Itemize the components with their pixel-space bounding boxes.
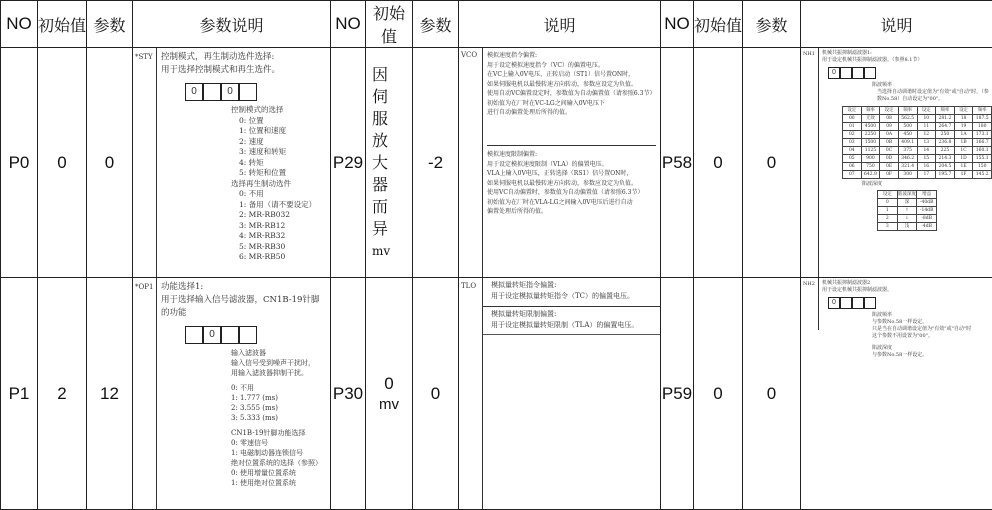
text bbox=[864, 67, 876, 79]
param-code: *OP1 bbox=[133, 278, 157, 509]
mini-table-row bbox=[843, 155, 992, 163]
text: 2: 速度 bbox=[239, 137, 326, 148]
text: 4: MR-RB32 bbox=[239, 231, 326, 242]
mini-table-cell: 设定 bbox=[880, 107, 899, 115]
mini-table-cell: 1E bbox=[954, 163, 973, 171]
mini-table-cell: 03 bbox=[843, 139, 862, 147]
text: 使用自动VC偏置设定时，参数值为自动偏置值（请参照6.3节） bbox=[487, 89, 656, 99]
col-initial: 初始值 bbox=[38, 1, 87, 48]
mini-table-cell: 150 bbox=[973, 163, 992, 171]
mini-table-cell: 16 bbox=[917, 163, 936, 171]
mini-table-cell: 2 bbox=[878, 215, 898, 223]
text: 用于设定模拟量转矩限制（TLA）的偏置电压。 bbox=[491, 320, 660, 331]
desc-line: 用于选择控制模式和再生选件。 bbox=[161, 64, 326, 77]
digit-boxes bbox=[828, 67, 989, 79]
text: mv bbox=[372, 244, 390, 258]
mini-table-cell: ↓ bbox=[897, 215, 917, 223]
initial-value: 0 bbox=[38, 48, 87, 278]
mini-table-cell: 1 bbox=[878, 207, 898, 215]
param-no: P59 bbox=[661, 278, 694, 510]
mini-table-row bbox=[878, 191, 937, 199]
digit-boxes bbox=[185, 83, 326, 101]
col-no: NO bbox=[331, 1, 366, 48]
text: 2: 3.555 (ms) bbox=[231, 403, 326, 413]
mini-table-row bbox=[843, 123, 992, 131]
param-code: VCO bbox=[459, 48, 483, 277]
mini-table-cell: 07 bbox=[843, 171, 862, 179]
mini-table-cell: 1B bbox=[954, 139, 973, 147]
text: 0: 使用增量位置系统 bbox=[231, 468, 326, 478]
mini-table-cell: 300 bbox=[898, 171, 917, 179]
mini-table-row bbox=[878, 223, 937, 231]
col-description: 参数说明 bbox=[133, 1, 331, 48]
mini-table-cell: 346.2 bbox=[898, 155, 917, 163]
mini-table-cell: 06 bbox=[843, 163, 862, 171]
param-no: P58 bbox=[661, 48, 694, 278]
mini-table-cell: 01 bbox=[843, 123, 862, 131]
mini-table-cell: 02 bbox=[843, 131, 862, 139]
text: 用于选择输入信号滤波器，CN1B-19针脚的功能 bbox=[161, 294, 326, 320]
mini-table-cell: 17 bbox=[917, 171, 936, 179]
text: 用于设定机械共振抑制滤波器。（参照8.1节） bbox=[822, 57, 989, 64]
mini-table-cell: 1F bbox=[954, 171, 973, 179]
text: 0 bbox=[384, 374, 393, 393]
param-code: *STY bbox=[133, 48, 157, 277]
param-no: P1 bbox=[1, 278, 38, 510]
text: 绝对位置系统的选择（参照） bbox=[231, 458, 326, 468]
text bbox=[840, 297, 852, 309]
text bbox=[864, 297, 876, 309]
mini-table-row bbox=[878, 215, 937, 223]
mini-table-cell: -8dB bbox=[917, 215, 937, 223]
initial-value: 0 bbox=[694, 278, 743, 510]
text: 与参数No.58一样设定。 bbox=[872, 319, 989, 326]
mini-table-cell: 设定 bbox=[878, 191, 898, 199]
text: mv bbox=[379, 396, 399, 413]
mini-table-cell: 173.1 bbox=[973, 131, 992, 139]
text: 初始值为在厂时在VLA-LG之间输入0V电压后进行自动 bbox=[487, 198, 656, 208]
param-no: P29 bbox=[331, 48, 366, 278]
mini-table-row bbox=[843, 163, 992, 171]
text: 0: 位置 bbox=[239, 116, 326, 127]
mini-table-cell: -40dB bbox=[917, 199, 937, 207]
text: 4: 转矩 bbox=[239, 158, 326, 169]
text: 用于设定机械共振抑制滤波器。 bbox=[822, 287, 989, 294]
text: 6: MR-RB50 bbox=[239, 252, 326, 263]
mini-table-cell: 0B bbox=[880, 139, 899, 147]
col-description: 说明 bbox=[459, 1, 661, 48]
mini-table-cell: 1500 bbox=[861, 139, 880, 147]
text: 1: 位置和速度 bbox=[239, 126, 326, 137]
text: VLA上输入0V电压，正转选择（RS1）信号置ON时， bbox=[487, 169, 656, 179]
mini-table-cell: 频率 bbox=[973, 107, 992, 115]
mini-table-cell: 321.4 bbox=[898, 163, 917, 171]
mini-table-cell: 0D bbox=[880, 155, 899, 163]
param-no: P30 bbox=[331, 278, 366, 510]
mini-table-cell: 设定 bbox=[954, 107, 973, 115]
mini-table-cell: 无效 bbox=[861, 115, 880, 123]
mini-table-cell: 频率 bbox=[898, 107, 917, 115]
text: 如果伺服电机以最慢转速方向转动，参数应设定为负值。 bbox=[487, 179, 656, 189]
param-value: 0 bbox=[413, 278, 459, 510]
text: 3: 5.333 (ms) bbox=[231, 413, 326, 423]
param-no: P0 bbox=[1, 48, 38, 278]
param-code: NH2 bbox=[801, 278, 819, 330]
param-description bbox=[801, 48, 992, 278]
mini-table-cell: 15 bbox=[917, 155, 936, 163]
digit-boxes bbox=[828, 297, 989, 309]
mini-table-cell: 225 bbox=[936, 147, 955, 155]
mini-table-row bbox=[878, 207, 937, 215]
mini-table-cell: 浅 bbox=[897, 223, 917, 231]
mini-table-cell: 18 bbox=[954, 115, 973, 123]
param-description bbox=[133, 278, 331, 510]
mini-table-cell: 08 bbox=[880, 115, 899, 123]
mini-table-cell: 09 bbox=[880, 123, 899, 131]
mini-table-cell: 0 bbox=[878, 199, 898, 207]
col-no: NO bbox=[661, 1, 694, 48]
mini-table-cell: 设定 bbox=[917, 107, 936, 115]
text: 机械共振抑制滤波器2 bbox=[822, 280, 989, 287]
text: 模拟量转矩指令偏置: bbox=[491, 280, 660, 291]
text bbox=[852, 67, 864, 79]
mini-table-cell: 250 bbox=[936, 131, 955, 139]
text: 用输入滤波器抑制干扰。 bbox=[231, 368, 326, 378]
mini-table-cell: 195.7 bbox=[936, 171, 955, 179]
text: 1: 电磁制动器连锁信号 bbox=[231, 448, 326, 458]
col-no: NO bbox=[1, 1, 38, 48]
mini-table-row bbox=[843, 147, 992, 155]
text: 如果伺服电机以最慢转速方向转动，参数应设定为负值。 bbox=[487, 80, 656, 90]
mini-table-cell: 409.1 bbox=[898, 139, 917, 147]
mini-table-cell: 155.1 bbox=[973, 155, 992, 163]
text: 用于设定模拟速度指令（VC）的偏置电压。 bbox=[487, 61, 656, 71]
col-initial: 初始值 bbox=[694, 1, 743, 48]
text: 5: MR-RB30 bbox=[239, 242, 326, 253]
mini-table-cell: -4dB bbox=[917, 223, 937, 231]
text: 1: 备用（请不要设定） bbox=[239, 200, 326, 211]
mini-table-cell: 陷波深度 bbox=[897, 191, 917, 199]
text bbox=[203, 83, 221, 101]
mini-table-cell: 204.5 bbox=[936, 163, 955, 171]
mini-table-cell: 214.3 bbox=[936, 155, 955, 163]
text: 偏置处理后所得的值。 bbox=[487, 207, 656, 217]
mini-table-cell: 180 bbox=[973, 123, 992, 131]
depth-table bbox=[877, 190, 937, 231]
text: 初始值为在厂时在VC-LG之间输入0V电压下 bbox=[487, 99, 656, 109]
mini-table-cell: 11 bbox=[917, 123, 936, 131]
group-label: 控制模式的选择 bbox=[231, 105, 326, 116]
initial-value: 0 bbox=[694, 48, 743, 278]
mini-table-cell: 375 bbox=[898, 147, 917, 155]
text: 1: 使用绝对位置系统 bbox=[231, 478, 326, 488]
text: 0: 不用 bbox=[231, 383, 326, 393]
mini-table-cell: 0C bbox=[880, 147, 899, 155]
mini-table-cell: 0A bbox=[880, 131, 899, 139]
mini-table-row bbox=[843, 107, 992, 115]
mini-table-cell: 642.9 bbox=[861, 171, 880, 179]
mini-table-cell: 1125 bbox=[861, 147, 880, 155]
text: 0 bbox=[828, 67, 840, 79]
text bbox=[840, 67, 852, 79]
mini-table-cell: 281.2 bbox=[936, 115, 955, 123]
text: 0: 不用 bbox=[239, 189, 326, 200]
mini-table-cell: 750 bbox=[861, 163, 880, 171]
param-value: 0 bbox=[87, 48, 133, 278]
param-code: TLO bbox=[459, 278, 483, 509]
mini-table-cell: 562.5 bbox=[898, 115, 917, 123]
text: 0 bbox=[221, 83, 239, 101]
text: 0: 零速信号 bbox=[231, 438, 326, 448]
mini-table-cell: 145.2 bbox=[973, 171, 992, 179]
text: 陷波深度 bbox=[872, 345, 989, 352]
initial-value bbox=[366, 48, 413, 278]
mini-table-cell: 设定 bbox=[843, 107, 862, 115]
frequency-table bbox=[842, 106, 992, 179]
mini-table-cell: 500 bbox=[898, 123, 917, 131]
mini-table-cell: 1C bbox=[954, 147, 973, 155]
text bbox=[185, 326, 203, 344]
mini-table-cell: 05 bbox=[843, 155, 862, 163]
param-value: 12 bbox=[87, 278, 133, 510]
text: 因伺服放大器而异 bbox=[372, 65, 390, 238]
mini-table-cell: 0F bbox=[880, 171, 899, 179]
mini-table-cell: 频率 bbox=[861, 107, 880, 115]
text: 5: 转矩和位置 bbox=[239, 168, 326, 179]
text: 模拟速度指令偏置: bbox=[487, 51, 656, 61]
mini-table-cell: 04 bbox=[843, 147, 862, 155]
mini-table-cell: 160.1 bbox=[973, 147, 992, 155]
text: 进行自动偏置处理后所得的值。 bbox=[487, 108, 656, 118]
text: 0 bbox=[828, 297, 840, 309]
param-value: 0 bbox=[743, 48, 801, 278]
text bbox=[239, 83, 257, 101]
mini-table-cell: 频率 bbox=[936, 107, 955, 115]
text bbox=[239, 326, 257, 344]
mini-table-cell: -14dB bbox=[917, 207, 937, 215]
mini-table-row bbox=[843, 139, 992, 147]
mini-table-cell: 深 bbox=[897, 199, 917, 207]
param-description bbox=[459, 48, 661, 278]
text: CN1B-19针脚功能选择 bbox=[231, 428, 326, 438]
text: 0 bbox=[203, 326, 221, 344]
mini-table-cell: 14 bbox=[917, 147, 936, 155]
header-row bbox=[1, 1, 992, 48]
text: 陷波频率 bbox=[822, 82, 989, 89]
param-description bbox=[801, 278, 992, 510]
text bbox=[221, 326, 239, 344]
text: 模拟速度限制偏置: bbox=[487, 150, 656, 160]
param-code: NH1 bbox=[801, 48, 819, 277]
mini-table-cell: 236.8 bbox=[936, 139, 955, 147]
mini-table-row bbox=[843, 171, 992, 179]
param-description bbox=[133, 48, 331, 278]
text: 3: MR-RB12 bbox=[239, 221, 326, 232]
text: 陷波频率 bbox=[872, 312, 989, 319]
table-row bbox=[1, 48, 992, 278]
mini-table-cell: 增益 bbox=[917, 191, 937, 199]
mini-table-cell: 00 bbox=[843, 115, 862, 123]
mini-table-cell: 3 bbox=[878, 223, 898, 231]
mini-table-cell: 10 bbox=[917, 115, 936, 123]
text: 2: MR-RB032 bbox=[239, 210, 326, 221]
initial-value: 2 bbox=[38, 278, 87, 510]
mini-table-cell: 12 bbox=[917, 131, 936, 139]
digit-boxes bbox=[185, 326, 326, 344]
col-initial: 初始值 bbox=[366, 1, 413, 48]
text: 输入滤波器 bbox=[231, 348, 326, 358]
param-value: 0 bbox=[743, 278, 801, 510]
mini-table-row bbox=[878, 199, 937, 207]
mini-table-cell: ↑ bbox=[897, 207, 917, 215]
mini-table-cell: 0E bbox=[880, 163, 899, 171]
text: 只是当在自动调谐设定值为"有效"或"自动"时 bbox=[872, 326, 989, 333]
text: 功能选择1: bbox=[161, 281, 326, 294]
text: 与参数No.58一样设定。 bbox=[872, 352, 989, 359]
text: 这个参数不用设置为"00"。 bbox=[872, 333, 989, 340]
text: 用于设定模拟速度限制（VLA）的偏置电压。 bbox=[487, 160, 656, 170]
col-description: 说明 bbox=[801, 1, 992, 48]
mini-table-cell: 187.5 bbox=[973, 115, 992, 123]
text: 用于设定模拟量转矩指令（TC）的偏置电压。 bbox=[491, 291, 660, 302]
mini-table-cell: 13 bbox=[917, 139, 936, 147]
mini-table-cell: 1D bbox=[954, 155, 973, 163]
mini-table-cell: 1A bbox=[954, 131, 973, 139]
text bbox=[852, 297, 864, 309]
col-param: 参数 bbox=[87, 1, 133, 48]
text: 使用VC自动偏置时，参数值为自动偏置值（请参照6.3节） bbox=[487, 188, 656, 198]
mini-table-cell: 19 bbox=[954, 123, 973, 131]
mini-table-cell: 166.7 bbox=[973, 139, 992, 147]
mini-table-cell: 264.7 bbox=[936, 123, 955, 131]
desc-title: 控制模式，再生制动选件选择: bbox=[161, 51, 326, 64]
text: 1: 1.777 (ms) bbox=[231, 393, 326, 403]
param-value: -2 bbox=[413, 48, 459, 278]
col-param: 参数 bbox=[743, 1, 801, 48]
text: 3: 速度和转矩 bbox=[239, 147, 326, 158]
mini-table-cell: 900 bbox=[861, 155, 880, 163]
table-row bbox=[1, 278, 992, 510]
col-param: 参数 bbox=[413, 1, 459, 48]
initial-value bbox=[366, 278, 413, 510]
text: 当选择自动调谐时设定值为"有效"或"自动"时，（参数No.58）自动设定为"00"。 bbox=[822, 89, 989, 103]
text: 机械共振抑制滤波器1: bbox=[822, 50, 989, 57]
text: 模拟量转矩限制偏置: bbox=[491, 309, 660, 320]
text: 陷波深度 bbox=[822, 181, 989, 188]
text: 0 bbox=[185, 83, 203, 101]
mini-table-row bbox=[843, 115, 992, 123]
text: 输入信号受到噪声干扰时， bbox=[231, 358, 326, 368]
text: 在VC上输入0V电压，正转启动（ST1）信号置ON时， bbox=[487, 70, 656, 80]
mini-table-cell: 450 bbox=[898, 131, 917, 139]
mini-table-row bbox=[843, 131, 992, 139]
param-description bbox=[459, 278, 661, 510]
group-label: 选择再生制动选件 bbox=[231, 179, 326, 190]
mini-table-cell: 2250 bbox=[861, 131, 880, 139]
mini-table-cell: 4500 bbox=[861, 123, 880, 131]
